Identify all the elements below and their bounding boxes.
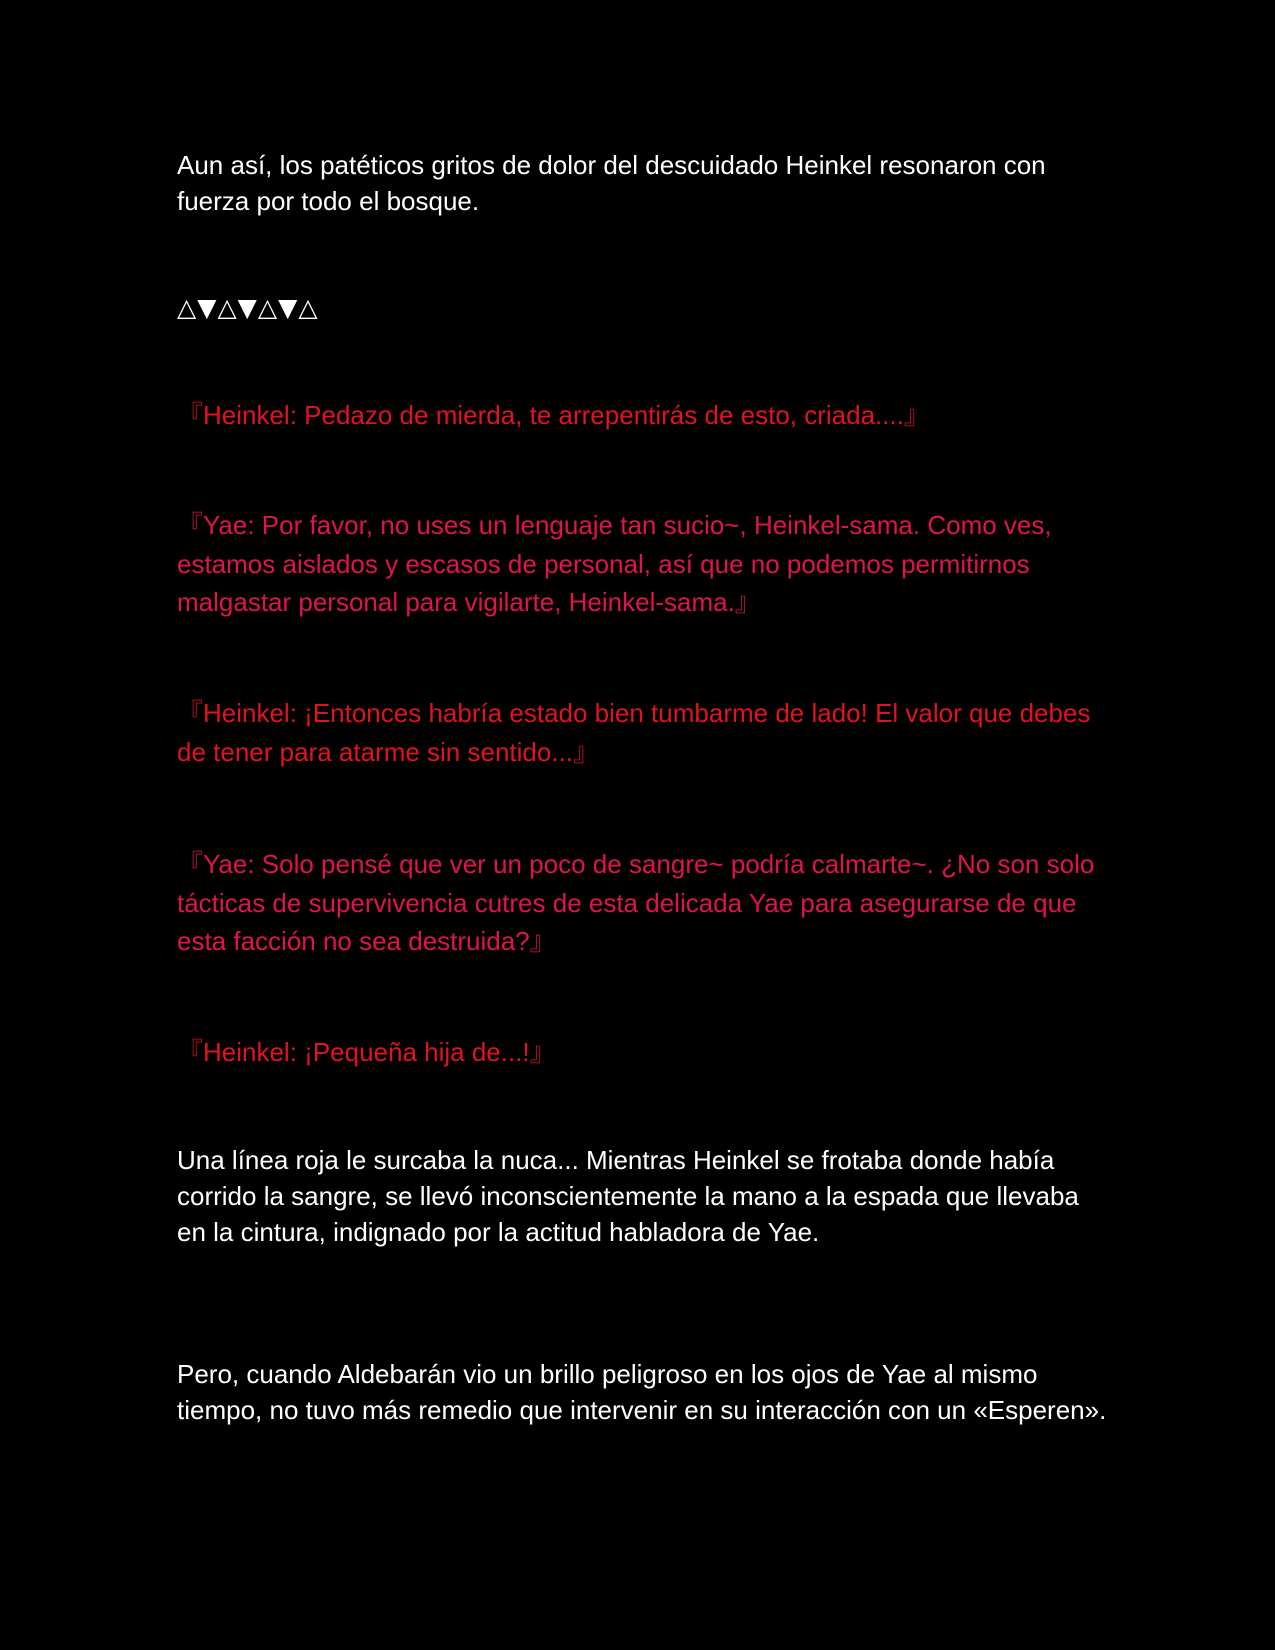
dialogue-heinkel-3: 『Heinkel: ¡Pequeña hija de...!』 — [177, 1037, 556, 1067]
narration-paragraph-3: Pero, cuando Aldebarán vio un brillo peligroso en los ojos de Yae al mismo tiempo, no tuvo más remedio que intervenir en su interacción con un «Esperen». — [177, 1359, 1107, 1425]
scene-separator: △▼△▼△▼△ — [177, 293, 319, 322]
narration-paragraph-1: Aun así, los patéticos gritos de dolor del descuidado Heinkel resonaron con fuerza por todo el bosque. — [177, 150, 1046, 216]
dialogue-yae-1: 『Yae: Por favor, no uses un lenguaje tan sucio~, Heinkel-sama. Como ves, estamos aislados y escasos de personal, así que no podemos permitirnos malgastar personal para vigilarte, Heinkel-sama.』 — [177, 510, 1052, 617]
dialogue-heinkel-1: 『Heinkel: Pedazo de mierda, te arrepentirás de esto, criada....』 — [177, 400, 930, 430]
dialogue-heinkel-2: 『Heinkel: ¡Entonces habría estado bien tumbarme de lado! El valor que debes de tener para atarme sin sentido...』 — [177, 698, 1091, 767]
dialogue-yae-2: 『Yae: Solo pensé que ver un poco de sangre~ podría calmarte~. ¿No son solo tácticas de supervivencia cutres de esta delicada Yae para asegurarse de que esta facción no sea destruida?』 — [177, 849, 1095, 956]
narration-paragraph-2: Una línea roja le surcaba la nuca... Mientras Heinkel se frotaba donde había corrido la sangre, se llevó inconscientemente la mano a la espada que llevaba en la cintura, indignado por la actitud habladora de Yae. — [177, 1145, 1079, 1247]
